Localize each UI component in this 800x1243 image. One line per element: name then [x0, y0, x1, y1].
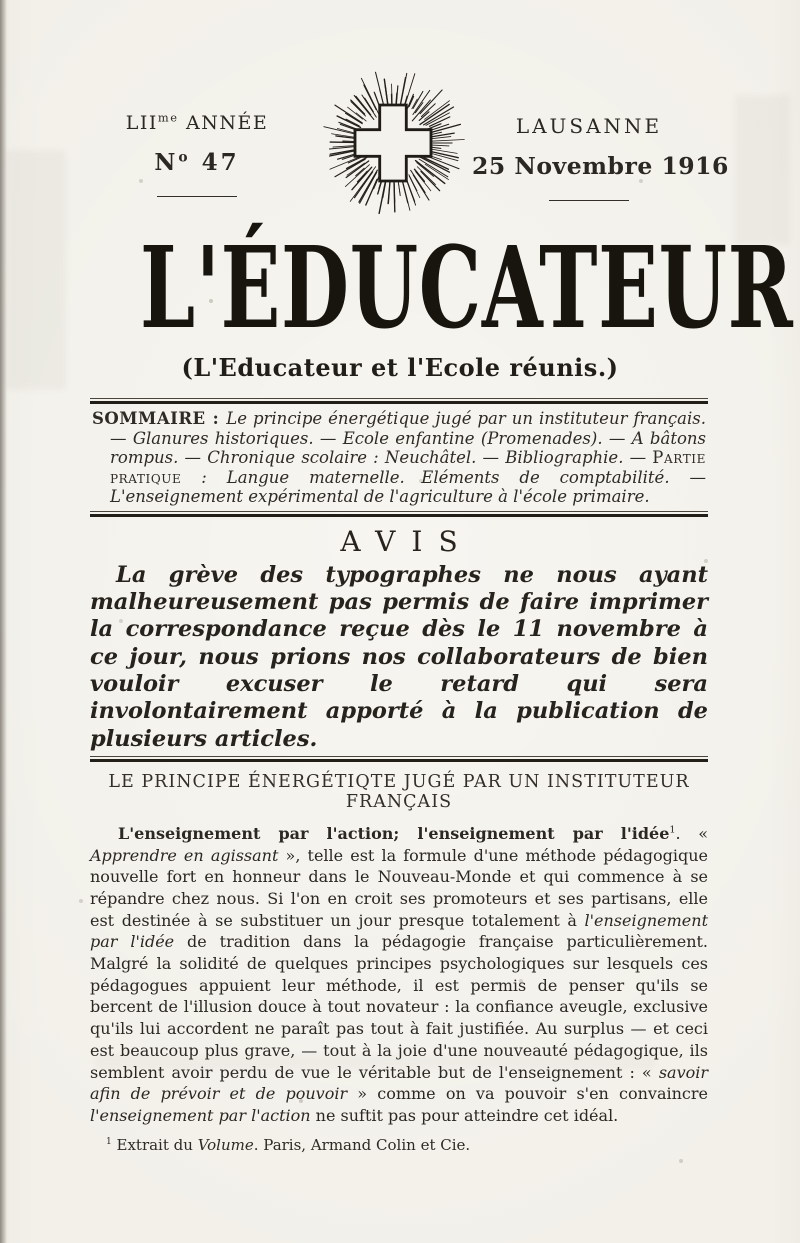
rule-above-sommaire: [90, 398, 708, 404]
article-footnote: $^1$ Extrait du Volume. Paris, Armand Colin et Cie.: [106, 1135, 471, 1154]
date-label: 25 Novembre 1916: [472, 152, 729, 180]
rule-below-sommaire: [90, 511, 708, 517]
avis-body: La grève des typographes ne nous ayant malheureusement pas permis de faire imprimer la correspondance reçue dès le 11 novembre à ce jour, nous prions nos collaborateurs de bien vouloir excuser le retard qui sera involontairement apporté à la publication de plusieurs articles.: [90, 561, 708, 752]
masthead-left-rule: [157, 196, 237, 197]
journal-title-text: L'ÉDUCATEUR: [140, 223, 794, 354]
article-paragraph: L'enseignement par l'action; l'enseignement par l'idée$^1$. « Apprendre en agissant », telle est la formule d'une méthode pédagogique nouvelle fort en honneur dans le Nouveau-Monde et qui commence à se répandre chez nous. Si l'on en croit ses promoteurs et ses partisans, elle est destinée à se substituer un jour presque totalement à l'enseignement par l'idée de tradition dans la pédagogie française particulièrement. Malgré la solidité de quelques principes psychologiques sur lesquels ces pédagogues appuient leur méthode, il est permis de penser qu'ils se bercent de l'illusion douce à tout novateur : la confiance aveugle, exclusive qu'ils lui accordent ne paraît pas tout à fait justifiée. Au surplus — et ceci est beaucoup plus grave, — tout à la joie d'une nouveauté pédagogique, ils semblent avoir perdu de vue le véritable but de l'enseignement : « savoir afin de prévoir et de pouvoir » comme on va pouvoir s'en convaincre l'enseignement par l'action ne suftit pas pour atteindre cet idéal.: [90, 823, 709, 1125]
place-label: LAUSANNE: [515, 114, 663, 138]
journal-subtitle: (L'Educateur et l'Ecole réunis.): [181, 353, 619, 383]
masthead-place-block: [472, 114, 729, 201]
masthead-issue-block: [112, 112, 282, 197]
avis-heading: AVIS: [340, 524, 474, 558]
rule-below-avis: [90, 756, 708, 762]
masthead: [0, 0, 800, 232]
journal-title: [0, 223, 800, 354]
issue-number-label: $N^o$ 47: [154, 149, 240, 176]
sommaire-paragraph: SOMMAIRE : Le principe énergétique jugé par un instituteur français. — Glanures historiques. — Ecole enfantine (Promenades). — A bâtons rompus. — Chronique scolaire : Neuchâtel. — Bibliographie. — Partie pratique : Langue maternelle. Eléments de comptabilité. — L'enseignement expérimental de l'agriculture à l'école primaire.: [92, 409, 706, 507]
article-heading: LE PRINCIPE ÉNERGÉTIQTE JUGÉ PAR UN INSTITUTEUR FRANÇAIS: [108, 771, 690, 812]
content-column: [90, 398, 708, 1153]
bleed-through-mark: [95, 1055, 655, 1069]
volume-year-label: $LII^{me}$ ANNÉE: [125, 110, 269, 134]
masthead-right-rule: [549, 200, 629, 201]
swiss-cross-sunburst-icon: [317, 60, 469, 226]
